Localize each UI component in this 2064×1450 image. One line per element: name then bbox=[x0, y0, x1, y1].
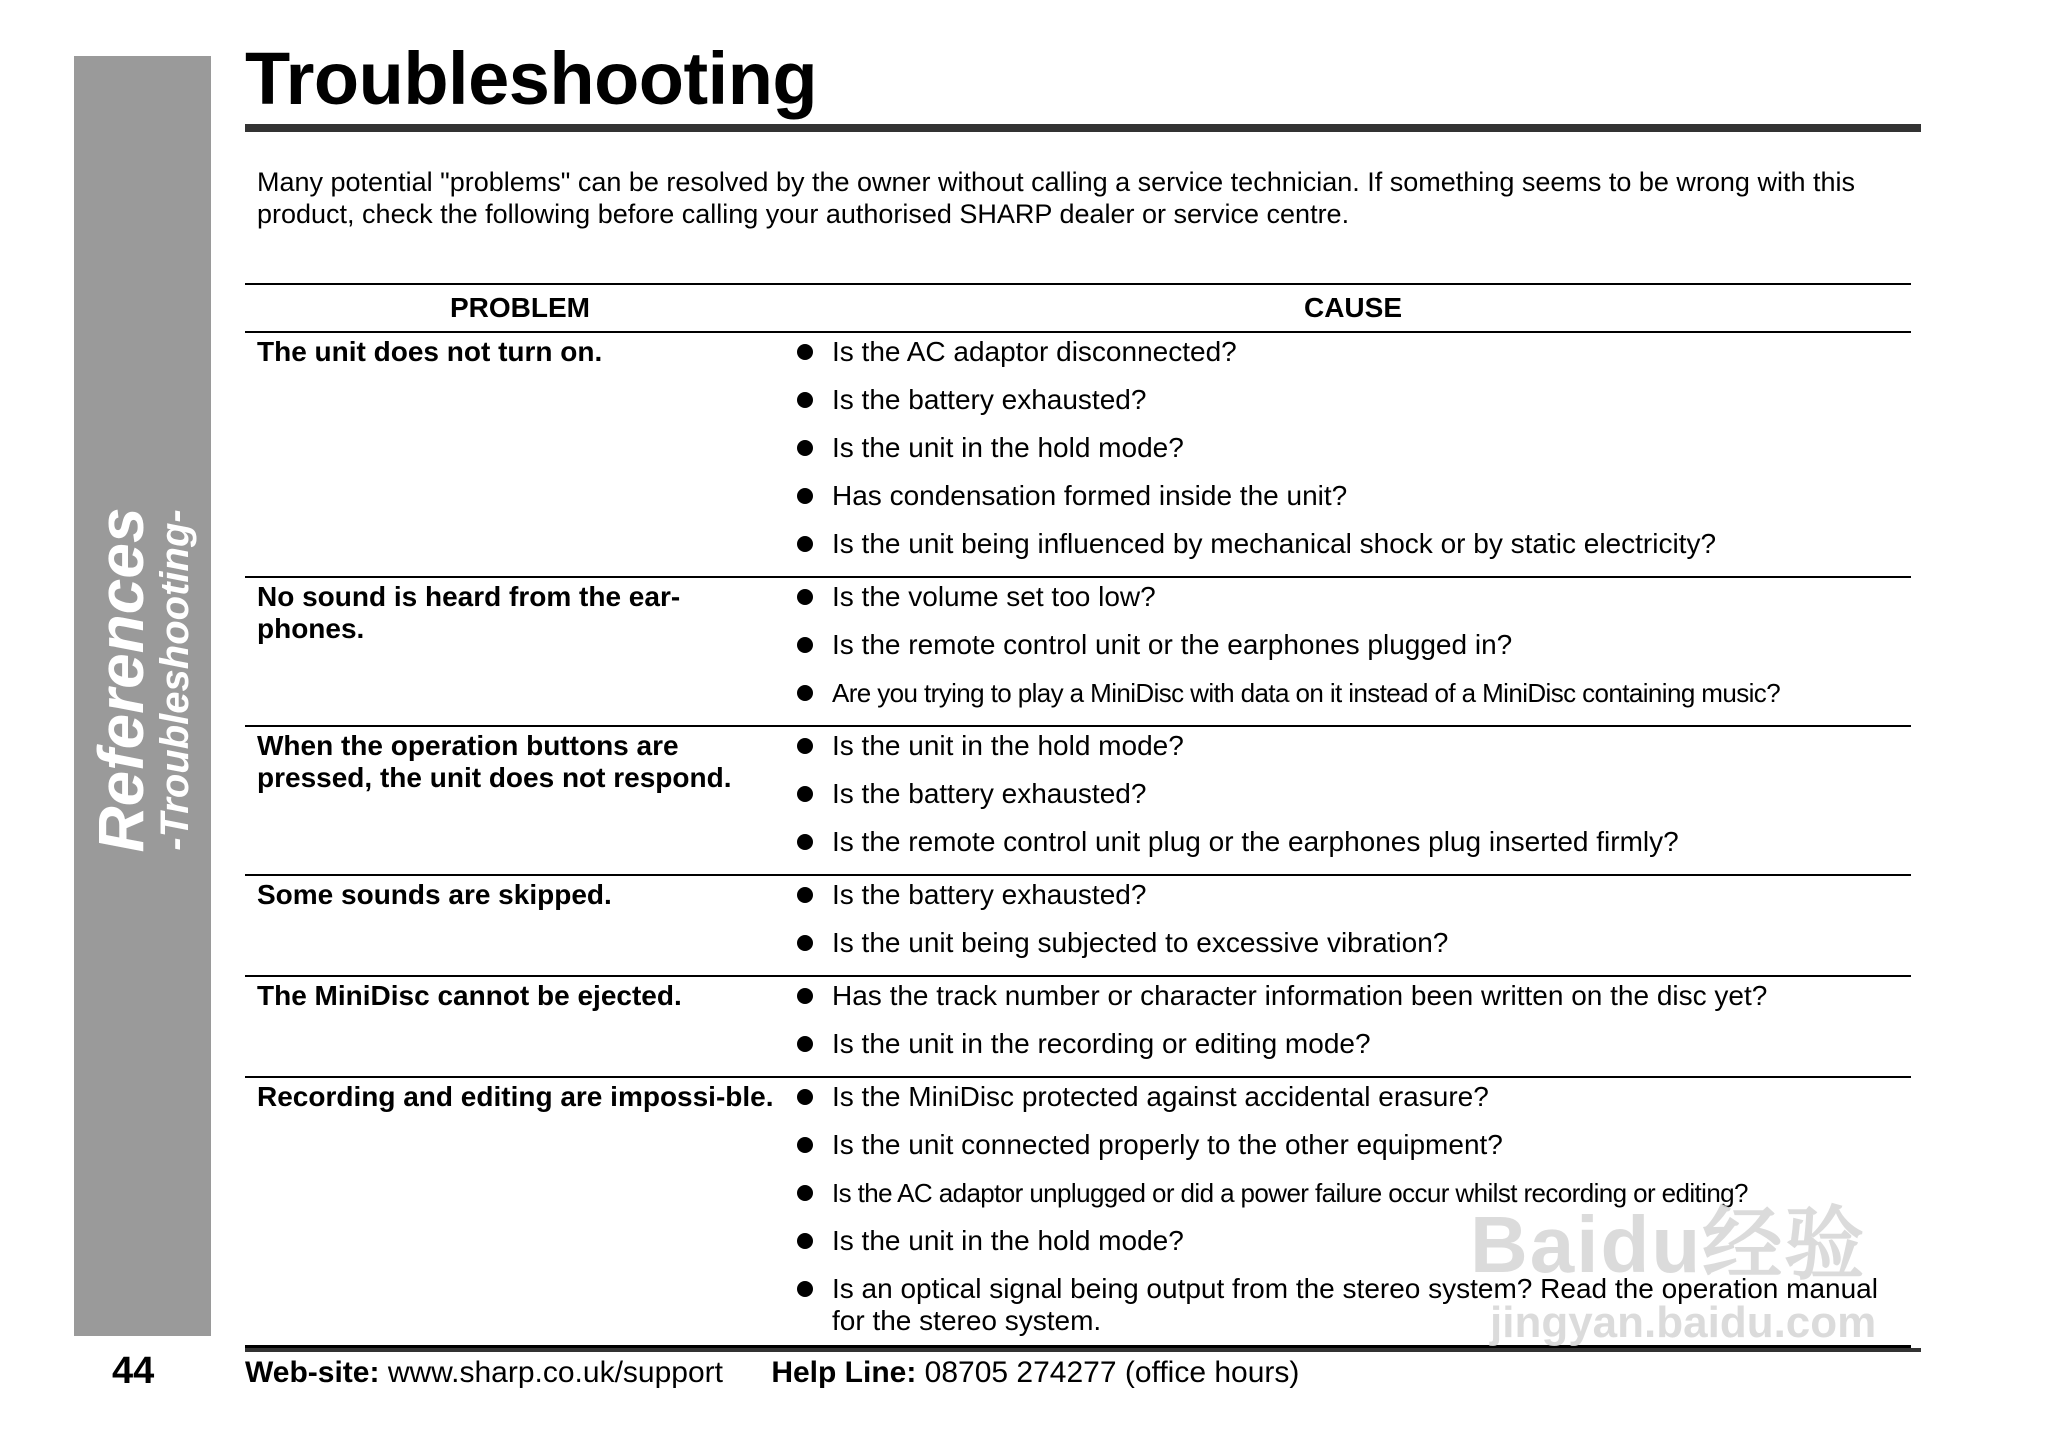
cause-cell bbox=[795, 577, 1911, 726]
cause-text: Is the AC adaptor unplugged or did a power failure occur whilst recording or editing? bbox=[832, 1178, 1748, 1208]
cause-item bbox=[795, 826, 1911, 874]
problem-cell: No sound is heard from the ear-phones. bbox=[245, 577, 795, 726]
cause-cell bbox=[795, 726, 1911, 875]
table-header-row bbox=[245, 284, 1911, 332]
table-row bbox=[245, 726, 1911, 875]
bullet-icon bbox=[797, 1281, 813, 1297]
website-link[interactable]: www.sharp.co.uk/support bbox=[387, 1356, 723, 1389]
bullet-icon bbox=[797, 1137, 813, 1153]
cause-item bbox=[795, 677, 1911, 725]
cause-cell bbox=[795, 332, 1911, 577]
cause-text: Has condensation formed inside the unit? bbox=[832, 480, 1348, 511]
problem-cell: When the operation buttons are pressed, the unit does not respond. bbox=[245, 726, 795, 875]
cause-item bbox=[795, 480, 1911, 528]
footer bbox=[245, 1356, 1299, 1390]
table-row bbox=[245, 577, 1911, 726]
helpline-number: 08705 274277 (office hours) bbox=[924, 1356, 1300, 1389]
bullet-icon bbox=[797, 536, 813, 552]
bullet-icon bbox=[797, 392, 813, 408]
cause-item bbox=[795, 528, 1911, 576]
cause-text: Is the remote control unit or the earphones plugged in? bbox=[832, 629, 1513, 660]
bullet-icon bbox=[797, 344, 813, 360]
bullet-icon bbox=[797, 935, 813, 951]
watermark-url: jingyan.baidu.com bbox=[1490, 1298, 1877, 1347]
table-row bbox=[245, 332, 1911, 577]
cause-text: Is the unit in the hold mode? bbox=[832, 730, 1184, 761]
header-problem: PROBLEM bbox=[245, 284, 795, 332]
cause-item bbox=[795, 1225, 1911, 1273]
bullet-icon bbox=[797, 1089, 813, 1105]
cause-list bbox=[795, 578, 1911, 725]
cause-text: Is the unit being subjected to excessive vibration? bbox=[832, 927, 1449, 958]
bullet-icon bbox=[797, 1185, 813, 1201]
cause-item bbox=[795, 1028, 1911, 1076]
cause-text: Is the volume set too low? bbox=[832, 581, 1156, 612]
footer-divider bbox=[245, 1348, 1921, 1352]
cause-text: Is the battery exhausted? bbox=[832, 778, 1147, 809]
cause-item bbox=[795, 1129, 1911, 1177]
cause-list bbox=[795, 333, 1911, 576]
bullet-icon bbox=[797, 685, 813, 701]
cause-text: Is the unit being influenced by mechanical shock or by static electricity? bbox=[832, 528, 1717, 559]
cause-item bbox=[795, 927, 1911, 975]
cause-text: Are you trying to play a MiniDisc with data on it instead of a MiniDisc containing music? bbox=[832, 678, 1781, 708]
cause-text: Is the remote control unit plug or the earphones plug inserted firmly? bbox=[832, 826, 1679, 857]
cause-text: Has the track number or character information been written on the disc yet? bbox=[832, 980, 1768, 1011]
cause-cell bbox=[795, 875, 1911, 976]
cause-text: Is the unit in the recording or editing mode? bbox=[832, 1028, 1371, 1059]
cause-list bbox=[795, 1078, 1911, 1345]
problem-cell: Some sounds are skipped. bbox=[245, 875, 795, 976]
cause-item bbox=[795, 980, 1911, 1028]
cause-item bbox=[795, 629, 1911, 677]
bullet-icon bbox=[797, 988, 813, 1004]
cause-item bbox=[795, 581, 1911, 629]
problem-cell: The MiniDisc cannot be ejected. bbox=[245, 976, 795, 1077]
website-label: Web-site: bbox=[245, 1356, 380, 1389]
cause-item bbox=[795, 336, 1911, 384]
sidebar-subtitle: -Troubleshooting- bbox=[153, 509, 197, 851]
header-cause: CAUSE bbox=[795, 284, 1911, 332]
cause-list bbox=[795, 977, 1911, 1076]
cause-text: Is the battery exhausted? bbox=[832, 879, 1147, 910]
cause-text: Is the unit in the hold mode? bbox=[832, 1225, 1184, 1256]
cause-item bbox=[795, 1177, 1911, 1225]
cause-item bbox=[795, 879, 1911, 927]
table-row bbox=[245, 875, 1911, 976]
sidebar-title: References bbox=[85, 507, 157, 853]
intro-paragraph: Many potential "problems" can be resolved by the owner without calling a service technician. If something seems to be wrong with this product, check the following before calling your authorised SHARP dealer or service centre. bbox=[257, 167, 1855, 229]
cause-item bbox=[795, 778, 1911, 826]
bullet-icon bbox=[797, 488, 813, 504]
cause-list bbox=[795, 727, 1911, 874]
troubleshooting-table bbox=[245, 283, 1911, 1348]
problem-cell: The unit does not turn on. bbox=[245, 332, 795, 577]
helpline-label: Help Line: bbox=[771, 1356, 917, 1389]
cause-item bbox=[795, 1081, 1911, 1129]
watermark-logo: Baidu经验 bbox=[1470, 1200, 1867, 1289]
bullet-icon bbox=[797, 440, 813, 456]
bullet-icon bbox=[797, 786, 813, 802]
cause-item bbox=[795, 384, 1911, 432]
page-title: Troubleshooting bbox=[245, 37, 818, 120]
cause-text: Is the unit in the hold mode? bbox=[832, 432, 1184, 463]
cause-text: Is the battery exhausted? bbox=[832, 384, 1147, 415]
cause-item bbox=[795, 432, 1911, 480]
bullet-icon bbox=[797, 589, 813, 605]
sidebar-label bbox=[85, 507, 197, 853]
cause-item bbox=[795, 1273, 1911, 1345]
bullet-icon bbox=[797, 1036, 813, 1052]
cause-text: Is the AC adaptor disconnected? bbox=[832, 336, 1237, 367]
bullet-icon bbox=[797, 738, 813, 754]
cause-item bbox=[795, 730, 1911, 778]
page-number: 44 bbox=[112, 1350, 155, 1392]
cause-text: Is the unit connected properly to the other equipment? bbox=[832, 1129, 1503, 1160]
problem-cell: Recording and editing are impossi-ble. bbox=[245, 1077, 795, 1347]
bullet-icon bbox=[797, 637, 813, 653]
cause-text: Is the MiniDisc protected against accidental erasure? bbox=[832, 1081, 1489, 1112]
table-row bbox=[245, 1077, 1911, 1347]
cause-cell bbox=[795, 1077, 1911, 1347]
bullet-icon bbox=[797, 834, 813, 850]
table-row bbox=[245, 976, 1911, 1077]
cause-list bbox=[795, 876, 1911, 975]
bullet-icon bbox=[797, 1233, 813, 1249]
title-divider bbox=[245, 124, 1921, 132]
cause-cell bbox=[795, 976, 1911, 1077]
cause-text: Is an optical signal being output from the stereo system? Read the operation manual for the stereo system. bbox=[832, 1273, 1878, 1336]
bullet-icon bbox=[797, 887, 813, 903]
